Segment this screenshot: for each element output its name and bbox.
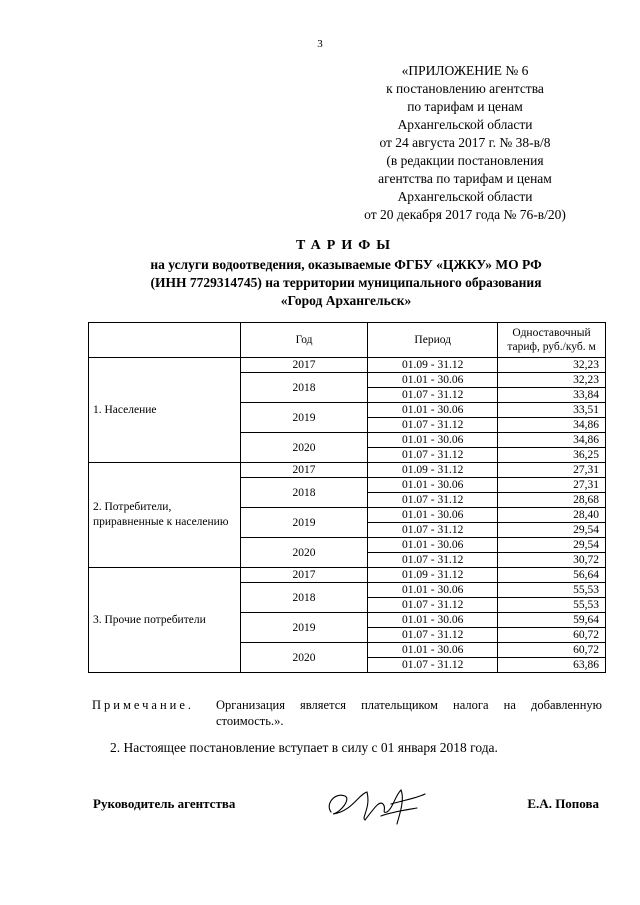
year-cell: 2019 bbox=[240, 508, 368, 538]
header-tariff: Одноставочный тариф, руб./куб. м bbox=[498, 323, 606, 358]
appendix-line: от 24 августа 2017 г. № 38-в/8 bbox=[379, 135, 551, 150]
period-cell: 01.01 - 30.06 bbox=[368, 508, 498, 523]
table-row bbox=[89, 358, 606, 373]
period-cell: 01.07 - 31.12 bbox=[368, 493, 498, 508]
appendix-line: «ПРИЛОЖЕНИЕ № 6 bbox=[401, 63, 529, 78]
title-main: ТАРИФЫ bbox=[296, 238, 396, 253]
tariff-cell: 30,72 bbox=[498, 553, 606, 568]
handwritten-signature bbox=[321, 782, 431, 828]
appendix-line: агентства по тарифам и ценам bbox=[378, 171, 552, 186]
signatory-position: Руководитель агентства bbox=[93, 796, 236, 811]
title-line: на услуги водоотведения, оказываемые ФГБУ «ЦЖКУ» МО РФ bbox=[150, 257, 542, 272]
year-cell: 2019 bbox=[240, 403, 368, 433]
period-cell: 01.09 - 31.12 bbox=[368, 568, 498, 583]
note-label: Примечание. bbox=[92, 698, 195, 712]
period-cell: 01.01 - 30.06 bbox=[368, 583, 498, 598]
appendix-block bbox=[300, 62, 630, 224]
year-cell: 2018 bbox=[240, 373, 368, 403]
period-cell: 01.07 - 31.12 bbox=[368, 523, 498, 538]
tariff-cell: 28,68 bbox=[498, 493, 606, 508]
period-cell: 01.01 - 30.06 bbox=[368, 433, 498, 448]
period-cell: 01.09 - 31.12 bbox=[368, 358, 498, 373]
tariff-cell: 55,53 bbox=[498, 598, 606, 613]
period-cell: 01.07 - 31.12 bbox=[368, 598, 498, 613]
note-text: Организация является плательщиком налога на добавленную стоимость.». bbox=[216, 698, 602, 728]
header-year: Год bbox=[240, 323, 368, 358]
year-cell: 2017 bbox=[240, 568, 368, 583]
page-number: 3 bbox=[317, 38, 323, 50]
period-cell: 01.07 - 31.12 bbox=[368, 553, 498, 568]
tariff-cell: 28,40 bbox=[498, 508, 606, 523]
title-line: «Город Архангельск» bbox=[280, 293, 412, 308]
period-cell: 01.01 - 30.06 bbox=[368, 538, 498, 553]
appendix-line: (в редакции постановления bbox=[386, 153, 544, 168]
category-cell: 2. Потребители, приравненные к населению bbox=[89, 463, 241, 568]
signature-block bbox=[93, 792, 603, 832]
appendix-line: от 20 декабря 2017 года № 76-в/20) bbox=[364, 207, 566, 222]
year-cell: 2020 bbox=[240, 643, 368, 673]
category-cell: 3. Прочие потребители bbox=[89, 568, 241, 673]
signatory-name: Е.А. Попова bbox=[527, 796, 599, 811]
title-line: (ИНН 7729314745) на территории муниципального образования bbox=[150, 275, 542, 290]
period-cell: 01.01 - 30.06 bbox=[368, 643, 498, 658]
period-cell: 01.01 - 30.06 bbox=[368, 373, 498, 388]
clause-text: 2. Настоящее постановление вступает в силу с 01 января 2018 года. bbox=[110, 740, 498, 755]
year-cell: 2018 bbox=[240, 583, 368, 613]
tariff-cell: 36,25 bbox=[498, 448, 606, 463]
period-cell: 01.07 - 31.12 bbox=[368, 418, 498, 433]
table-header-row bbox=[89, 323, 606, 358]
appendix-line: по тарифам и ценам bbox=[407, 99, 523, 114]
period-cell: 01.07 - 31.12 bbox=[368, 658, 498, 673]
document-title bbox=[0, 236, 640, 310]
tariff-table-body bbox=[89, 358, 606, 673]
tariff-cell: 60,72 bbox=[498, 643, 606, 658]
year-cell: 2018 bbox=[240, 478, 368, 508]
tariff-cell: 34,86 bbox=[498, 418, 606, 433]
period-cell: 01.01 - 30.06 bbox=[368, 478, 498, 493]
period-cell: 01.01 - 30.06 bbox=[368, 403, 498, 418]
appendix-line: Архангельской области bbox=[397, 189, 533, 204]
tariff-cell: 60,72 bbox=[498, 628, 606, 643]
tariff-cell: 33,51 bbox=[498, 403, 606, 418]
tariff-cell: 55,53 bbox=[498, 583, 606, 598]
table-row bbox=[89, 463, 606, 478]
period-cell: 01.07 - 31.12 bbox=[368, 628, 498, 643]
year-cell: 2019 bbox=[240, 613, 368, 643]
appendix-line: к постановлению агентства bbox=[386, 81, 544, 96]
tariff-cell: 29,54 bbox=[498, 538, 606, 553]
header-period: Период bbox=[368, 323, 498, 358]
category-cell: 1. Население bbox=[89, 358, 241, 463]
year-cell: 2017 bbox=[240, 463, 368, 478]
appendix-line: Архангельской области bbox=[397, 117, 533, 132]
year-cell: 2020 bbox=[240, 433, 368, 463]
header-category bbox=[89, 323, 241, 358]
tariff-cell: 34,86 bbox=[498, 433, 606, 448]
year-cell: 2020 bbox=[240, 538, 368, 568]
tariff-cell: 32,23 bbox=[498, 358, 606, 373]
tariff-cell: 27,31 bbox=[498, 478, 606, 493]
tariff-cell: 56,64 bbox=[498, 568, 606, 583]
tariff-cell: 33,84 bbox=[498, 388, 606, 403]
table-row bbox=[89, 568, 606, 583]
tariff-cell: 59,64 bbox=[498, 613, 606, 628]
tariff-cell: 27,31 bbox=[498, 463, 606, 478]
period-cell: 01.01 - 30.06 bbox=[368, 613, 498, 628]
tariff-cell: 29,54 bbox=[498, 523, 606, 538]
tariff-table bbox=[88, 322, 606, 673]
year-cell: 2017 bbox=[240, 358, 368, 373]
tariff-cell: 63,86 bbox=[498, 658, 606, 673]
tariff-cell: 32,23 bbox=[498, 373, 606, 388]
period-cell: 01.07 - 31.12 bbox=[368, 388, 498, 403]
period-cell: 01.09 - 31.12 bbox=[368, 463, 498, 478]
period-cell: 01.07 - 31.12 bbox=[368, 448, 498, 463]
